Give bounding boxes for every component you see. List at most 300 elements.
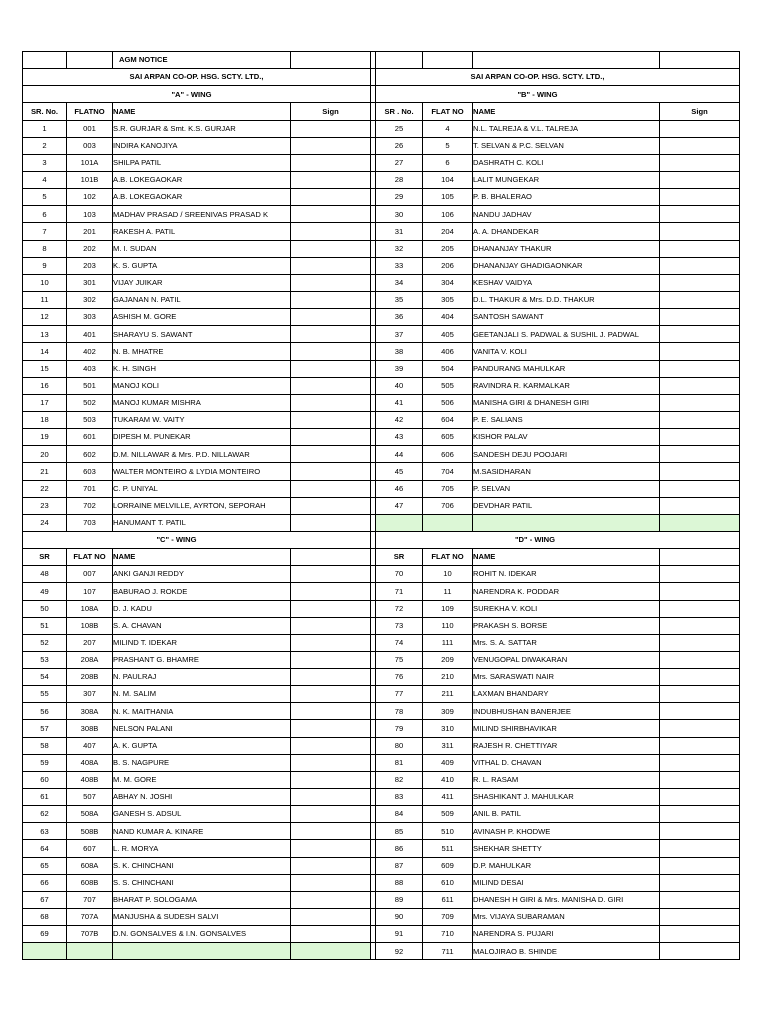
sr-cell: 18 <box>23 411 67 428</box>
flat-no-cell: 604 <box>423 411 473 428</box>
member-name-cell: A. A. DHANDEKAR <box>473 223 660 240</box>
table-row <box>23 223 740 240</box>
sign-cell[interactable] <box>660 754 740 771</box>
sign-cell[interactable] <box>660 943 740 960</box>
sign-cell[interactable] <box>291 343 371 360</box>
sign-cell[interactable] <box>291 480 371 497</box>
sr-cell: 21 <box>23 463 67 480</box>
member-name-cell: LAXMAN BHANDARY <box>473 686 660 703</box>
sr-cell: 38 <box>376 343 423 360</box>
sign-cell[interactable] <box>660 669 740 686</box>
sign-cell[interactable] <box>291 669 371 686</box>
sr-cell: 24 <box>23 514 67 531</box>
sign-cell[interactable] <box>660 514 740 531</box>
flat-no-cell: 408A <box>67 754 113 771</box>
sign-cell[interactable] <box>660 497 740 514</box>
sr-cell: 11 <box>23 291 67 308</box>
sign-cell[interactable] <box>291 909 371 926</box>
sign-cell[interactable] <box>291 754 371 771</box>
sign-cell[interactable] <box>660 377 740 394</box>
sign-cell[interactable] <box>291 789 371 806</box>
sign-cell[interactable] <box>660 291 740 308</box>
member-name-cell: DIPESH M. PUNEKAR <box>113 429 291 446</box>
sr-cell: 25 <box>376 120 423 137</box>
table-row <box>23 651 740 668</box>
member-name-cell: SHEKHAR SHETTY <box>473 840 660 857</box>
table-row <box>23 686 740 703</box>
flat-no-cell: 204 <box>423 223 473 240</box>
sign-cell[interactable] <box>291 326 371 343</box>
sign-cell[interactable] <box>291 360 371 377</box>
member-name-cell: RAJESH R. CHETTIYAR <box>473 737 660 754</box>
flat-no-cell: 101B <box>67 171 113 188</box>
sign-cell[interactable] <box>291 720 371 737</box>
table-row <box>23 189 740 206</box>
member-name-cell: PRASHANT G. BHAMRE <box>113 651 291 668</box>
sign-cell[interactable] <box>660 446 740 463</box>
sign-cell[interactable] <box>291 429 371 446</box>
sign-cell[interactable] <box>660 686 740 703</box>
flat-no-cell: 106 <box>423 206 473 223</box>
sr-cell: 90 <box>376 909 423 926</box>
sr-cell: 62 <box>23 806 67 823</box>
member-name-cell <box>473 514 660 531</box>
member-name-cell: HANUMANT T. PATIL <box>113 514 291 531</box>
sign-cell[interactable] <box>291 309 371 326</box>
flat-no-cell: 702 <box>67 497 113 514</box>
member-name-cell: K. H. SINGH <box>113 360 291 377</box>
member-name-cell: PRAKASH S. BORSE <box>473 617 660 634</box>
sr-cell: 78 <box>376 703 423 720</box>
sign-cell[interactable] <box>660 857 740 874</box>
sr-cell: 66 <box>23 874 67 891</box>
header-flat-no: FLATNO <box>67 103 113 120</box>
sr-cell <box>376 514 423 531</box>
sign-cell[interactable] <box>660 257 740 274</box>
sign-cell[interactable] <box>660 617 740 634</box>
sign-cell[interactable] <box>660 463 740 480</box>
member-name-cell: S.R. GURJAR & Smt. K.S. GURJAR <box>113 120 291 137</box>
sign-cell[interactable] <box>660 154 740 171</box>
sign-cell[interactable] <box>660 360 740 377</box>
blank-cell <box>67 52 113 69</box>
sign-cell[interactable] <box>291 394 371 411</box>
sign-cell[interactable] <box>660 823 740 840</box>
table-row <box>23 737 740 754</box>
flat-no-cell: 405 <box>423 326 473 343</box>
table-row <box>23 137 740 154</box>
wing-b-title: "B" - WING <box>376 86 740 103</box>
flat-no-cell: 711 <box>423 943 473 960</box>
flat-no-cell: 001 <box>67 120 113 137</box>
sign-cell[interactable] <box>660 429 740 446</box>
sign-cell[interactable] <box>291 840 371 857</box>
sr-cell: 75 <box>376 651 423 668</box>
sr-cell: 81 <box>376 754 423 771</box>
table-row <box>23 669 740 686</box>
member-name-cell: D.L. THAKUR & Mrs. D.D. THAKUR <box>473 291 660 308</box>
sign-cell[interactable] <box>660 720 740 737</box>
sign-cell[interactable] <box>660 874 740 891</box>
sr-cell: 86 <box>376 840 423 857</box>
sign-cell[interactable] <box>291 497 371 514</box>
sr-cell: 16 <box>23 377 67 394</box>
flat-no-cell: 301 <box>67 274 113 291</box>
sign-cell[interactable] <box>291 583 371 600</box>
member-name-cell: VIJAY JUIKAR <box>113 274 291 291</box>
table-row <box>23 634 740 651</box>
member-name-cell: NARENDRA S. PUJARI <box>473 926 660 943</box>
member-name-cell: D.P. MAHULKAR <box>473 857 660 874</box>
member-name-cell: VITHAL D. CHAVAN <box>473 754 660 771</box>
society-name-left: SAI ARPAN CO-OP. HSG. SCTY. LTD., <box>23 69 371 86</box>
sr-cell: 87 <box>376 857 423 874</box>
sign-cell[interactable] <box>291 737 371 754</box>
sr-cell: 28 <box>376 171 423 188</box>
sign-cell[interactable] <box>660 223 740 240</box>
sign-cell[interactable] <box>291 617 371 634</box>
flat-no-cell: 406 <box>423 343 473 360</box>
member-name-cell: KESHAV VAIDYA <box>473 274 660 291</box>
sr-cell: 82 <box>376 771 423 788</box>
sr-cell: 31 <box>376 223 423 240</box>
flat-no-cell: 111 <box>423 634 473 651</box>
sign-cell[interactable] <box>291 240 371 257</box>
sign-cell[interactable] <box>660 480 740 497</box>
sign-cell[interactable] <box>291 189 371 206</box>
flat-no-cell: 309 <box>423 703 473 720</box>
member-name-cell: RAKESH A. PATIL <box>113 223 291 240</box>
member-name-cell: SHASHIKANT J. MAHULKAR <box>473 789 660 806</box>
flat-no-cell: 109 <box>423 600 473 617</box>
sign-cell[interactable] <box>660 394 740 411</box>
table-row <box>23 394 740 411</box>
sign-cell[interactable] <box>291 651 371 668</box>
sign-cell[interactable] <box>291 566 371 583</box>
sign-cell[interactable] <box>660 274 740 291</box>
member-name-cell: D.N. GONSALVES & I.N. GONSALVES <box>113 926 291 943</box>
sign-cell[interactable] <box>660 909 740 926</box>
sr-cell: 54 <box>23 669 67 686</box>
sr-cell: 2 <box>23 137 67 154</box>
sign-cell[interactable] <box>291 291 371 308</box>
sign-cell[interactable] <box>291 446 371 463</box>
sign-cell[interactable] <box>291 223 371 240</box>
sign-cell[interactable] <box>291 137 371 154</box>
flat-no-cell: 610 <box>423 874 473 891</box>
flat-no-cell: 411 <box>423 789 473 806</box>
sign-cell[interactable] <box>660 171 740 188</box>
sign-cell[interactable] <box>291 857 371 874</box>
sign-cell[interactable] <box>291 120 371 137</box>
member-name-cell: L. R. MORYA <box>113 840 291 857</box>
flat-no-cell: 302 <box>67 291 113 308</box>
sr-cell: 88 <box>376 874 423 891</box>
sign-cell[interactable] <box>660 600 740 617</box>
sign-cell[interactable] <box>660 120 740 137</box>
flat-no-cell: 105 <box>423 189 473 206</box>
table-row <box>23 411 740 428</box>
sr-cell <box>23 943 67 960</box>
sr-cell: 77 <box>376 686 423 703</box>
sr-cell: 23 <box>23 497 67 514</box>
table-row <box>23 789 740 806</box>
sr-cell: 26 <box>376 137 423 154</box>
sign-cell[interactable] <box>291 171 371 188</box>
flat-no-cell: 303 <box>67 309 113 326</box>
sign-cell[interactable] <box>291 823 371 840</box>
member-name-cell: SHILPA PATIL <box>113 154 291 171</box>
member-name-cell: S. S. CHINCHANI <box>113 874 291 891</box>
sign-cell[interactable] <box>660 806 740 823</box>
sr-cell: 91 <box>376 926 423 943</box>
flat-no-cell: 709 <box>423 909 473 926</box>
flat-no-cell: 509 <box>423 806 473 823</box>
sign-cell[interactable] <box>291 703 371 720</box>
sr-cell: 30 <box>376 206 423 223</box>
flat-no-cell: 703 <box>67 514 113 531</box>
flat-no-cell: 601 <box>67 429 113 446</box>
table-row <box>23 291 740 308</box>
member-name-cell: INDIRA KANOJIYA <box>113 137 291 154</box>
flat-no-cell: 407 <box>67 737 113 754</box>
table-row <box>23 600 740 617</box>
member-name-cell: SUREKHA V. KOLI <box>473 600 660 617</box>
table-row <box>23 360 740 377</box>
member-name-cell: M. I. SUDAN <box>113 240 291 257</box>
sign-cell[interactable] <box>660 566 740 583</box>
sr-cell: 4 <box>23 171 67 188</box>
flat-no-cell: 103 <box>67 206 113 223</box>
header-blank <box>660 549 740 566</box>
sign-cell[interactable] <box>660 583 740 600</box>
member-name-cell: ANKI GANJI REDDY <box>113 566 291 583</box>
flat-no-cell: 10 <box>423 566 473 583</box>
member-name-cell: DASHRATH C. KOLI <box>473 154 660 171</box>
table-row <box>23 926 740 943</box>
flat-no-cell: 003 <box>67 137 113 154</box>
sign-cell[interactable] <box>660 651 740 668</box>
member-name-cell: D.M. NILLAWAR & Mrs. P.D. NILLAWAR <box>113 446 291 463</box>
header-name: NAME <box>113 103 291 120</box>
flat-no-cell: 210 <box>423 669 473 686</box>
sign-cell[interactable] <box>660 189 740 206</box>
member-name-cell: NELSON PALANI <box>113 720 291 737</box>
table-row <box>23 377 740 394</box>
sign-cell[interactable] <box>291 891 371 908</box>
flat-no-cell: 602 <box>67 446 113 463</box>
member-name-cell: N. M. SALIM <box>113 686 291 703</box>
blank-cell <box>423 52 473 69</box>
header-sign: Sign <box>660 103 740 120</box>
flat-no-cell: 603 <box>67 463 113 480</box>
member-name-cell: R. L. RASAM <box>473 771 660 788</box>
member-name-cell: MANJUSHA & SUDESH SALVI <box>113 909 291 926</box>
sign-cell[interactable] <box>660 343 740 360</box>
sr-cell: 79 <box>376 720 423 737</box>
sign-cell[interactable] <box>660 309 740 326</box>
flat-no-cell: 707A <box>67 909 113 926</box>
sign-cell[interactable] <box>660 411 740 428</box>
sign-cell[interactable] <box>291 463 371 480</box>
table-row <box>23 463 740 480</box>
sr-cell: 37 <box>376 326 423 343</box>
flat-no-cell: 310 <box>423 720 473 737</box>
flat-no-cell: 508B <box>67 823 113 840</box>
member-name-cell: MANISHA GIRI & DHANESH GIRI <box>473 394 660 411</box>
sign-cell[interactable] <box>291 274 371 291</box>
member-name-cell: A.B. LOKEGAOKAR <box>113 189 291 206</box>
sign-cell[interactable] <box>660 771 740 788</box>
sign-cell[interactable] <box>291 411 371 428</box>
member-name-cell: DEVDHAR PATIL <box>473 497 660 514</box>
member-name-cell: K. S. GUPTA <box>113 257 291 274</box>
sr-cell: 35 <box>376 291 423 308</box>
sign-cell[interactable] <box>660 326 740 343</box>
sign-cell[interactable] <box>291 206 371 223</box>
member-name-cell: NARENDRA K. PODDAR <box>473 583 660 600</box>
member-name-cell: RAVINDRA R. KARMALKAR <box>473 377 660 394</box>
sr-cell: 72 <box>376 600 423 617</box>
table-row <box>23 154 740 171</box>
table-row <box>23 274 740 291</box>
header-name: NAME <box>473 549 660 566</box>
flat-no-cell: 502 <box>67 394 113 411</box>
sign-cell[interactable] <box>291 377 371 394</box>
header-sr: SR <box>23 549 67 566</box>
member-name-cell: ROHIT N. IDEKAR <box>473 566 660 583</box>
header-name: NAME <box>113 549 291 566</box>
sign-cell[interactable] <box>660 703 740 720</box>
sign-cell[interactable] <box>291 257 371 274</box>
table-row <box>23 840 740 857</box>
sign-cell[interactable] <box>660 891 740 908</box>
header-flat-no: FLAT NO <box>67 549 113 566</box>
flat-no-cell: 608A <box>67 857 113 874</box>
sign-cell[interactable] <box>660 789 740 806</box>
sr-cell: 83 <box>376 789 423 806</box>
sr-cell: 45 <box>376 463 423 480</box>
sign-cell[interactable] <box>660 840 740 857</box>
sr-cell: 44 <box>376 446 423 463</box>
sr-cell: 70 <box>376 566 423 583</box>
member-name-cell: M.SASIDHARAN <box>473 463 660 480</box>
flat-no-cell: 505 <box>423 377 473 394</box>
table-row <box>23 497 740 514</box>
member-name-cell: S. A. CHAVAN <box>113 617 291 634</box>
sign-cell[interactable] <box>291 600 371 617</box>
sr-cell: 48 <box>23 566 67 583</box>
sr-cell: 13 <box>23 326 67 343</box>
table-row <box>23 891 740 908</box>
blank-cell <box>23 52 67 69</box>
flat-no-cell: 305 <box>423 291 473 308</box>
sign-cell[interactable] <box>291 874 371 891</box>
sr-cell: 57 <box>23 720 67 737</box>
flat-no-cell: 503 <box>67 411 113 428</box>
flat-no-cell: 707 <box>67 891 113 908</box>
header-flat-no: FLAT NO <box>423 103 473 120</box>
society-name-right: SAI ARPAN CO-OP. HSG. SCTY. LTD., <box>376 69 740 86</box>
sign-cell[interactable] <box>660 137 740 154</box>
sr-cell: 40 <box>376 377 423 394</box>
sign-cell[interactable] <box>660 634 740 651</box>
flat-no-cell: 201 <box>67 223 113 240</box>
flat-no-cell: 101A <box>67 154 113 171</box>
member-name-cell: D. J. KADU <box>113 600 291 617</box>
sr-cell: 10 <box>23 274 67 291</box>
sr-cell: 74 <box>376 634 423 651</box>
flat-no-cell: 108A <box>67 600 113 617</box>
sr-cell: 29 <box>376 189 423 206</box>
flat-no-cell: 409 <box>423 754 473 771</box>
sign-cell[interactable] <box>660 240 740 257</box>
sr-cell: 43 <box>376 429 423 446</box>
sr-cell: 19 <box>23 429 67 446</box>
flat-no-cell: 4 <box>423 120 473 137</box>
table-row <box>23 480 740 497</box>
flat-no-cell: 308A <box>67 703 113 720</box>
flat-no-cell: 504 <box>423 360 473 377</box>
member-name-cell: NANDU JADHAV <box>473 206 660 223</box>
sign-cell[interactable] <box>291 154 371 171</box>
flat-no-cell: 402 <box>67 343 113 360</box>
member-name-cell: VANITA V. KOLI <box>473 343 660 360</box>
flat-no-cell: 507 <box>67 789 113 806</box>
table-row <box>23 429 740 446</box>
flat-no-cell: 311 <box>423 737 473 754</box>
flat-no-cell: 108B <box>67 617 113 634</box>
member-name-cell: VENUGOPAL DIWAKARAN <box>473 651 660 668</box>
sign-cell[interactable] <box>291 926 371 943</box>
sr-cell: 3 <box>23 154 67 171</box>
sign-cell[interactable] <box>291 686 371 703</box>
table-row <box>23 257 740 274</box>
sign-cell[interactable] <box>291 514 371 531</box>
sr-cell: 33 <box>376 257 423 274</box>
sr-cell: 61 <box>23 789 67 806</box>
sign-cell[interactable] <box>660 206 740 223</box>
sr-cell: 32 <box>376 240 423 257</box>
blank-cell <box>291 52 371 69</box>
table-row <box>23 514 740 531</box>
sr-cell: 17 <box>23 394 67 411</box>
agm-notice-sheet <box>22 51 740 960</box>
sign-cell[interactable] <box>291 634 371 651</box>
sign-cell[interactable] <box>291 771 371 788</box>
sign-cell[interactable] <box>660 737 740 754</box>
sr-cell: 1 <box>23 120 67 137</box>
member-name-cell: PANDURANG MAHULKAR <box>473 360 660 377</box>
flat-no-cell: 202 <box>67 240 113 257</box>
member-name-cell: GAJANAN N. PATIL <box>113 291 291 308</box>
flat-no-cell: 609 <box>423 857 473 874</box>
flat-no-cell: 6 <box>423 154 473 171</box>
flat-no-cell: 11 <box>423 583 473 600</box>
sign-cell[interactable] <box>291 806 371 823</box>
member-name-cell: N. B. MHATRE <box>113 343 291 360</box>
member-name-cell: TUKARAM W. VAITY <box>113 411 291 428</box>
sign-cell[interactable] <box>660 926 740 943</box>
member-name-cell: DHANANJAY THAKUR <box>473 240 660 257</box>
header-sr: SR <box>376 549 423 566</box>
sr-cell: 5 <box>23 189 67 206</box>
table-row <box>23 874 740 891</box>
sign-cell[interactable] <box>291 943 371 960</box>
table-row <box>23 857 740 874</box>
sr-cell: 60 <box>23 771 67 788</box>
table-row <box>23 771 740 788</box>
